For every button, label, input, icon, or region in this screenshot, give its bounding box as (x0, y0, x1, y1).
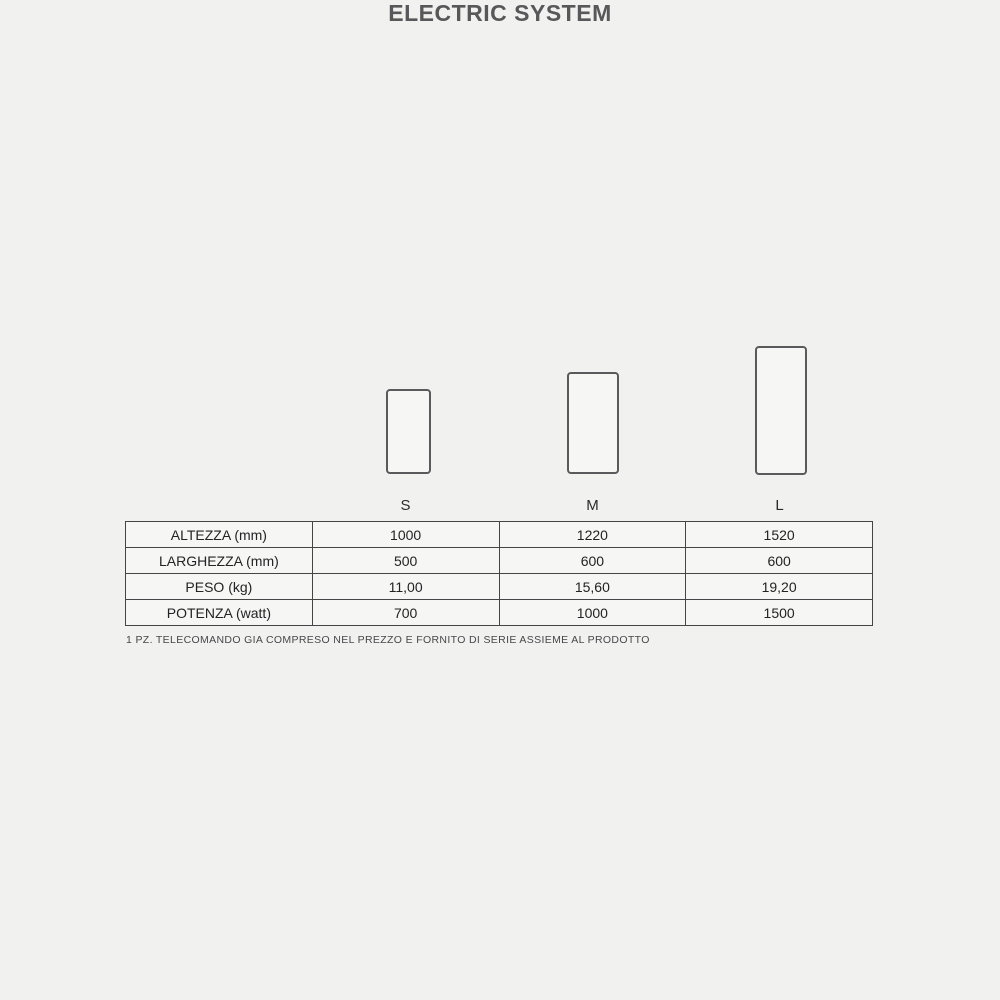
larghezza-value-l: 600 (686, 548, 873, 574)
size-label-m: M (586, 497, 599, 514)
size-label-s: S (400, 497, 411, 514)
spec-table (125, 521, 873, 626)
table-row-altezza (126, 522, 873, 548)
altezza-value-s: 1000 (312, 522, 499, 548)
table-row-peso (126, 574, 873, 600)
size-label-spacer (125, 496, 312, 516)
size-s-rectangle (386, 389, 431, 474)
size-l-rectangle (755, 346, 807, 475)
altezza-value-m: 1220 (499, 522, 686, 548)
peso-value-m: 15,60 (499, 574, 686, 600)
row-header-altezza: ALTEZZA (mm) (126, 522, 313, 548)
size-label-l: L (775, 497, 784, 514)
potenza-value-s: 700 (312, 600, 499, 626)
size-m-rectangle (567, 372, 619, 474)
altezza-value-l: 1520 (686, 522, 873, 548)
size-label-row (125, 496, 873, 516)
table-row-potenza (126, 600, 873, 626)
peso-value-l: 19,20 (686, 574, 873, 600)
potenza-value-l: 1500 (686, 600, 873, 626)
potenza-value-m: 1000 (499, 600, 686, 626)
row-header-peso: PESO (kg) (126, 574, 313, 600)
larghezza-value-s: 500 (312, 548, 499, 574)
row-header-potenza: POTENZA (watt) (126, 600, 313, 626)
larghezza-value-m: 600 (499, 548, 686, 574)
peso-value-s: 11,00 (312, 574, 499, 600)
table-row-larghezza (126, 548, 873, 574)
page-title: ELECTRIC SYSTEM (388, 0, 612, 26)
row-header-larghezza: LARGHEZZA (mm) (126, 548, 313, 574)
footnote: 1 PZ. TELECOMANDO GIA COMPRESO NEL PREZZO E FORNITO DI SERIE ASSIEME AL PRODOTTO (126, 634, 650, 646)
